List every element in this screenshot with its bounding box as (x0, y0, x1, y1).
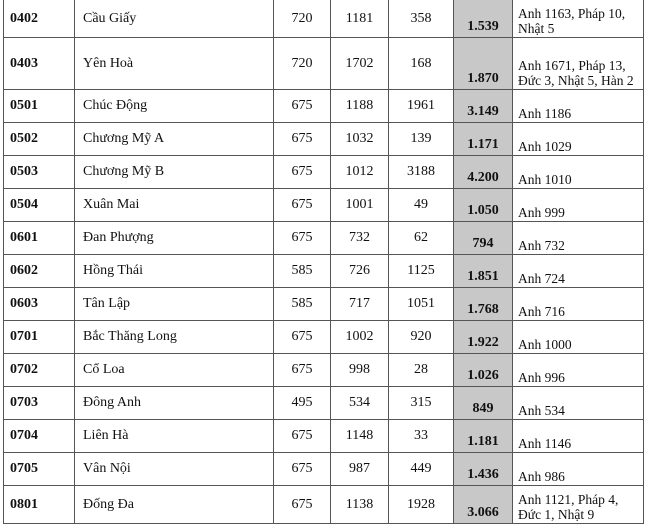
registrations-2: 28 (389, 354, 454, 387)
table-row (4, 453, 644, 486)
registrations-1: 998 (331, 354, 389, 387)
registrations-2: 168 (389, 38, 454, 90)
quota: 675 (274, 453, 331, 486)
table-row (4, 486, 644, 524)
school-code: 0403 (4, 38, 75, 90)
school-name: Xuân Mai (75, 189, 274, 222)
quota: 675 (274, 486, 331, 524)
registrations-1: 717 (331, 288, 389, 321)
registrations-2: 62 (389, 222, 454, 255)
school-name: Đan Phượng (75, 222, 274, 255)
total-cell: 1.181 (454, 420, 513, 453)
registrations-1: 987 (331, 453, 389, 486)
school-code: 0603 (4, 288, 75, 321)
table-row (4, 90, 644, 123)
total-cell: 1.026 (454, 354, 513, 387)
total-cell: 4.200 (454, 156, 513, 189)
total-cell: 794 (454, 222, 513, 255)
registrations-2: 358 (389, 0, 454, 38)
quota: 495 (274, 387, 331, 420)
quota: 585 (274, 255, 331, 288)
school-code: 0702 (4, 354, 75, 387)
language-breakdown: Anh 1671, Pháp 13, Đức 3, Nhật 5, Hàn 2 (513, 38, 644, 90)
school-name: Hồng Thái (75, 255, 274, 288)
school-name: Yên Hoà (75, 38, 274, 90)
registrations-1: 1148 (331, 420, 389, 453)
quota: 675 (274, 222, 331, 255)
registrations-2: 315 (389, 387, 454, 420)
total-cell: 1.171 (454, 123, 513, 156)
school-name: Chương Mỹ B (75, 156, 274, 189)
school-name: Tân Lập (75, 288, 274, 321)
registrations-2: 1125 (389, 255, 454, 288)
table-body (4, 0, 644, 524)
registrations-2: 1051 (389, 288, 454, 321)
quota: 675 (274, 354, 331, 387)
registrations-2: 3188 (389, 156, 454, 189)
table-row (4, 38, 644, 90)
registrations-1: 1012 (331, 156, 389, 189)
registrations-1: 1001 (331, 189, 389, 222)
school-code: 0503 (4, 156, 75, 189)
registrations-2: 33 (389, 420, 454, 453)
table-row (4, 288, 644, 321)
registrations-2: 139 (389, 123, 454, 156)
school-name: Chúc Động (75, 90, 274, 123)
school-code: 0501 (4, 90, 75, 123)
registrations-1: 1002 (331, 321, 389, 354)
registrations-2: 1928 (389, 486, 454, 524)
school-code: 0601 (4, 222, 75, 255)
language-breakdown: Anh 1186 (513, 90, 644, 123)
total-cell: 3.149 (454, 90, 513, 123)
quota: 675 (274, 321, 331, 354)
school-code: 0704 (4, 420, 75, 453)
school-code: 0502 (4, 123, 75, 156)
quota: 675 (274, 420, 331, 453)
school-code: 0402 (4, 0, 75, 38)
school-name: Liên Hà (75, 420, 274, 453)
school-code: 0701 (4, 321, 75, 354)
total-cell: 849 (454, 387, 513, 420)
total-cell: 1.436 (454, 453, 513, 486)
quota: 675 (274, 123, 331, 156)
language-breakdown: Anh 999 (513, 189, 644, 222)
total-cell: 1.922 (454, 321, 513, 354)
school-code: 0705 (4, 453, 75, 486)
school-name: Cổ Loa (75, 354, 274, 387)
registrations-1: 1181 (331, 0, 389, 38)
total-cell: 1.050 (454, 189, 513, 222)
quota: 675 (274, 189, 331, 222)
registrations-2: 49 (389, 189, 454, 222)
school-code: 0703 (4, 387, 75, 420)
school-name: Bắc Thăng Long (75, 321, 274, 354)
registrations-1: 1188 (331, 90, 389, 123)
total-cell: 1.851 (454, 255, 513, 288)
registrations-1: 1138 (331, 486, 389, 524)
enrollment-table (3, 0, 644, 524)
school-name: Đống Đa (75, 486, 274, 524)
registrations-1: 1702 (331, 38, 389, 90)
school-name: Chương Mỹ A (75, 123, 274, 156)
language-breakdown: Anh 732 (513, 222, 644, 255)
table-row (4, 255, 644, 288)
language-breakdown: Anh 986 (513, 453, 644, 486)
language-breakdown: Anh 724 (513, 255, 644, 288)
school-name: Vân Nội (75, 453, 274, 486)
table-row (4, 156, 644, 189)
table-row (4, 0, 644, 38)
school-code: 0801 (4, 486, 75, 524)
table-row (4, 321, 644, 354)
language-breakdown: Anh 1000 (513, 321, 644, 354)
registrations-1: 726 (331, 255, 389, 288)
registrations-1: 534 (331, 387, 389, 420)
language-breakdown: Anh 1010 (513, 156, 644, 189)
table-row (4, 420, 644, 453)
language-breakdown: Anh 534 (513, 387, 644, 420)
registrations-2: 1961 (389, 90, 454, 123)
table-row (4, 123, 644, 156)
total-cell: 1.768 (454, 288, 513, 321)
registrations-2: 920 (389, 321, 454, 354)
quota: 720 (274, 38, 331, 90)
language-breakdown: Anh 1163, Pháp 10, Nhật 5 (513, 0, 644, 38)
table-row (4, 189, 644, 222)
table-row (4, 387, 644, 420)
quota: 675 (274, 90, 331, 123)
language-breakdown: Anh 1029 (513, 123, 644, 156)
registrations-1: 732 (331, 222, 389, 255)
table-row (4, 222, 644, 255)
registrations-2: 449 (389, 453, 454, 486)
language-breakdown: Anh 1146 (513, 420, 644, 453)
total-cell: 1.870 (454, 38, 513, 90)
school-name: Cầu Giấy (75, 0, 274, 38)
total-cell: 1.539 (454, 0, 513, 38)
language-breakdown: Anh 716 (513, 288, 644, 321)
school-name: Đông Anh (75, 387, 274, 420)
quota: 720 (274, 0, 331, 38)
language-breakdown: Anh 1121, Pháp 4, Đức 1, Nhật 9 (513, 486, 644, 524)
school-code: 0504 (4, 189, 75, 222)
quota: 675 (274, 156, 331, 189)
school-code: 0602 (4, 255, 75, 288)
registrations-1: 1032 (331, 123, 389, 156)
table-row (4, 354, 644, 387)
language-breakdown: Anh 996 (513, 354, 644, 387)
quota: 585 (274, 288, 331, 321)
total-cell: 3.066 (454, 486, 513, 524)
